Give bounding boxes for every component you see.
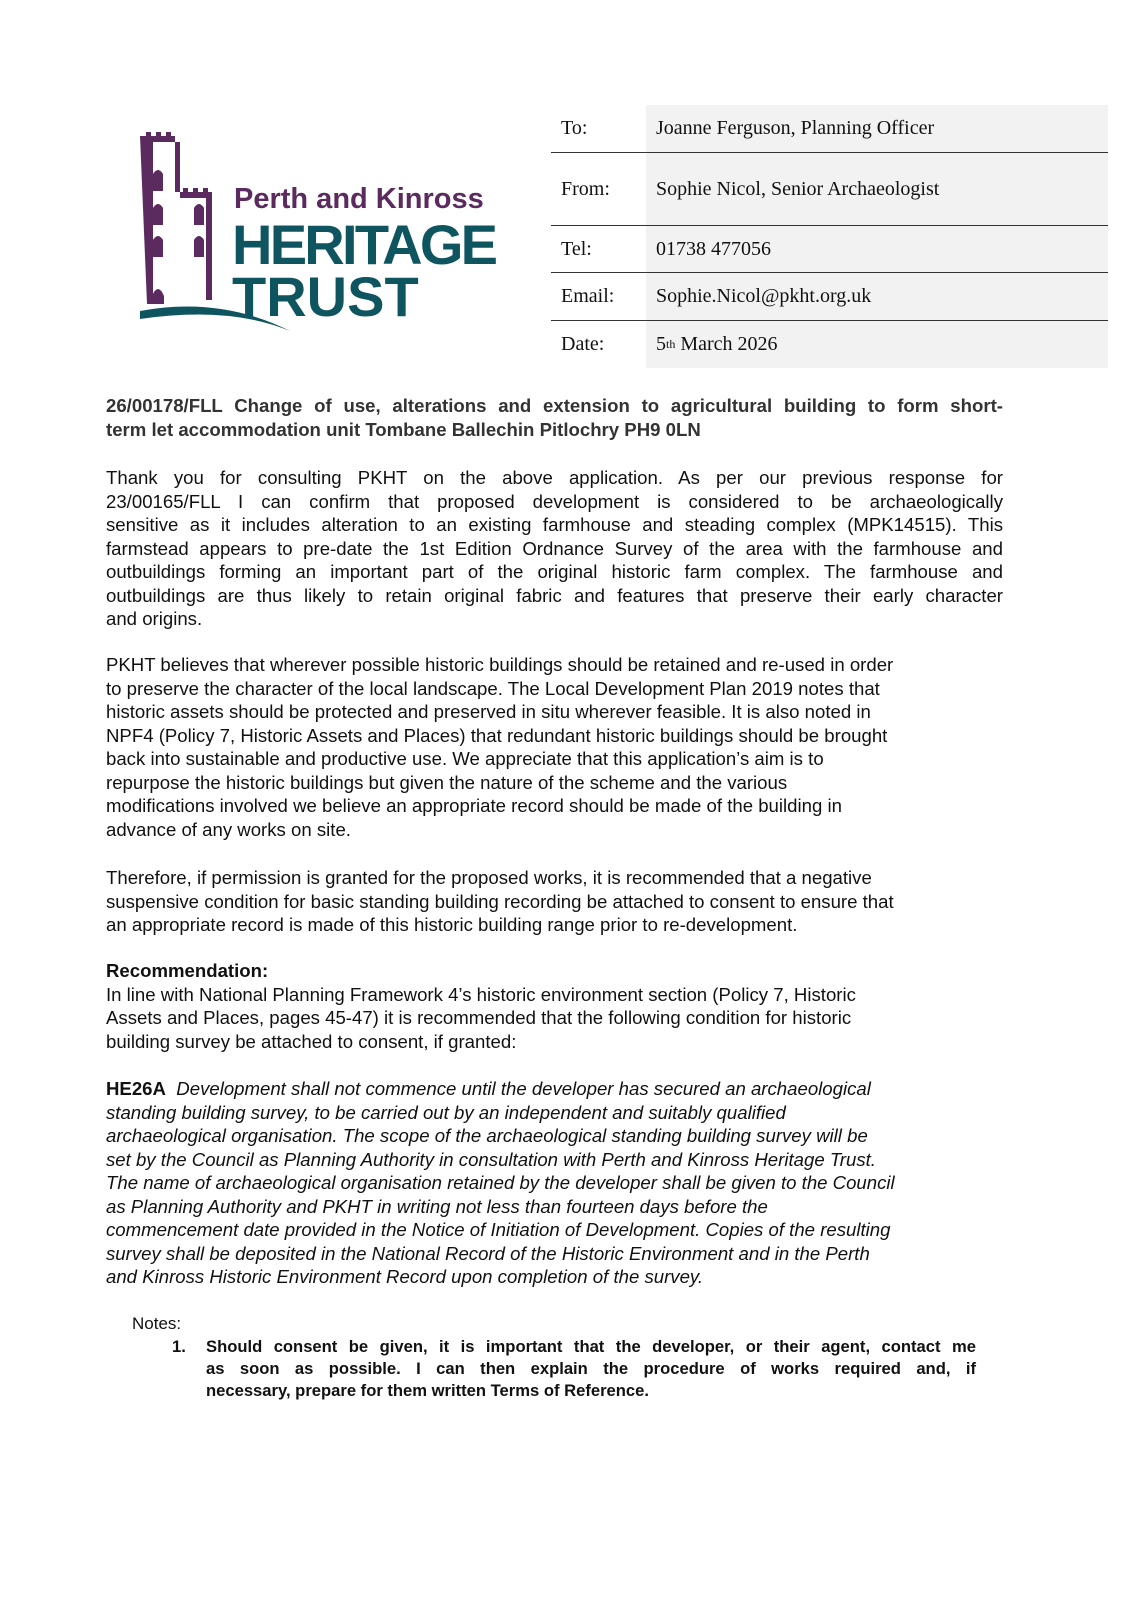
text-line: Thank you for consulting PKHT on the above application. As per our previous response for <box>106 467 1003 488</box>
memo-row-email <box>551 273 1108 321</box>
memo-row-tel <box>551 226 1108 273</box>
memo-label: To: <box>561 117 588 139</box>
memo-header-table <box>551 105 1108 368</box>
text-line: farmstead appears to pre-date the 1st Edition Ordnance Survey of the area with the farmhouse and <box>106 537 1003 559</box>
memo-row-from <box>551 153 1108 226</box>
paragraph-2 <box>106 653 1003 841</box>
text-line: as soon as possible. I can then explain the procedure of works required and, if <box>206 1359 976 1378</box>
pkht-logo <box>136 126 506 336</box>
text-line: back into sustainable and productive use. We appreciate that this application’s aim is to <box>106 748 824 769</box>
application-heading <box>106 394 1003 441</box>
text-line: an appropriate record is made of this historic building range prior to re-development. <box>106 914 798 935</box>
text-line: as Planning Authority and PKHT in writing not less than fourteen days before the <box>106 1195 768 1217</box>
recommendation-text <box>106 983 1003 1054</box>
text-line: necessary, prepare for them written Terms of Reference. <box>206 1381 649 1400</box>
notes-label: Notes: <box>132 1314 182 1333</box>
memo-label: From: <box>561 177 610 200</box>
paragraph-1 <box>106 466 1003 631</box>
memo-row-date <box>551 321 1108 368</box>
text-line: standing building survey, to be carried out by an independent and suitably qualified <box>106 1101 786 1123</box>
logo-text-trust: TRUST <box>232 265 419 328</box>
condition-he26a <box>106 1077 1003 1289</box>
logo-text-heritage: HERITAGE <box>232 213 498 276</box>
memo-row-to <box>551 105 1108 153</box>
text-line: suspensive condition for basic standing building recording be attached to consent to ensure that <box>106 890 894 912</box>
memo-value <box>646 321 1108 368</box>
memo-value: Sophie.Nicol@pkht.org.uk <box>646 273 1108 320</box>
recommendation-section <box>106 959 1003 1053</box>
memo-value: Joanne Ferguson, Planning Officer <box>646 105 1108 152</box>
condition-code: HE26A <box>106 1078 166 1099</box>
recommendation-title: Recommendation: <box>106 960 269 981</box>
text-line: outbuildings forming an important part of the original historic farm complex. The farmhouse and <box>106 561 1003 582</box>
text-line: set by the Council as Planning Authority in consultation with Perth and Kinross Heritage Trust. <box>106 1148 876 1170</box>
text-line: outbuildings are thus likely to retain original fabric and features that preserve their early character <box>106 584 1003 606</box>
text-line: The name of archaeological organisation retained by the developer shall be given to the Council <box>106 1172 895 1193</box>
text-line: NPF4 (Policy 7, Historic Assets and Places) that redundant historic buildings should be brought <box>106 724 888 746</box>
note-text <box>206 1336 976 1402</box>
text-line: and origins. <box>106 608 203 629</box>
date-suffix: th <box>666 337 676 351</box>
text-line: 26/00178/FLL Change of use, alterations and extension to agricultural building to form short- <box>106 395 1003 416</box>
text-line: repurpose the historic buildings but given the nature of the scheme and the various <box>106 771 788 793</box>
date-rest: March 2026 <box>675 333 778 355</box>
note-number: 1. <box>172 1337 186 1356</box>
memo-label: Date: <box>561 333 605 355</box>
text-line: archaeological organisation. The scope of the archaeological standing building survey will be <box>106 1125 868 1146</box>
text-line: advance of any works on site. <box>106 818 351 840</box>
text-line: Assets and Places, pages 45-47) it is recommended that the following condition for historic <box>106 1007 852 1028</box>
condition-first-line: Development shall not commence until the developer has secured an archaeological <box>176 1078 871 1099</box>
text-line: and Kinross Historic Environment Record upon completion of the survey. <box>106 1266 704 1287</box>
memo-label: Tel: <box>561 237 592 260</box>
text-line: survey shall be deposited in the National Record of the Historic Environment and in the Perth <box>106 1242 870 1264</box>
paragraph-3 <box>106 866 1003 937</box>
memo-value: 01738 477056 <box>646 226 1108 272</box>
text-line: building survey be attached to consent, if granted: <box>106 1030 517 1052</box>
text-line: to preserve the character of the local landscape. The Local Development Plan 2019 notes that <box>106 677 880 699</box>
date-day: 5 <box>656 333 666 355</box>
text-line: Therefore, if permission is granted for the proposed works, it is recommended that a negative <box>106 867 872 888</box>
memo-value: Sophie Nicol, Senior Archaeologist <box>646 153 1108 225</box>
text-line: historic assets should be protected and preserved in situ wherever feasible. It is also noted in <box>106 701 871 722</box>
text-line: term let accommodation unit Tombane Ballechin Pitlochry PH9 0LN <box>106 418 701 440</box>
text-line: sensitive as it includes alteration to an existing farmhouse and steading complex (MPK14515). This <box>106 514 1003 535</box>
condition-text <box>106 1101 1003 1289</box>
text-line: PKHT believes that wherever possible historic buildings should be retained and re-used in order <box>106 654 894 675</box>
text-line: modifications involved we believe an appropriate record should be made of the building in <box>106 795 842 816</box>
logo-text-perth-and-kinross: Perth and Kinross <box>234 183 484 215</box>
memo-label: Email: <box>561 285 615 307</box>
text-line: Should consent be given, it is important that the developer, or their agent, contact me <box>206 1337 976 1356</box>
text-line: commencement date provided in the Notice of Initiation of Development. Copies of the resulting <box>106 1219 891 1240</box>
text-line: 23/00165/FLL I can confirm that proposed development is considered to be archaeologically <box>106 490 1003 512</box>
text-line: In line with National Planning Framework 4’s historic environment section (Policy 7, Historic <box>106 983 856 1005</box>
